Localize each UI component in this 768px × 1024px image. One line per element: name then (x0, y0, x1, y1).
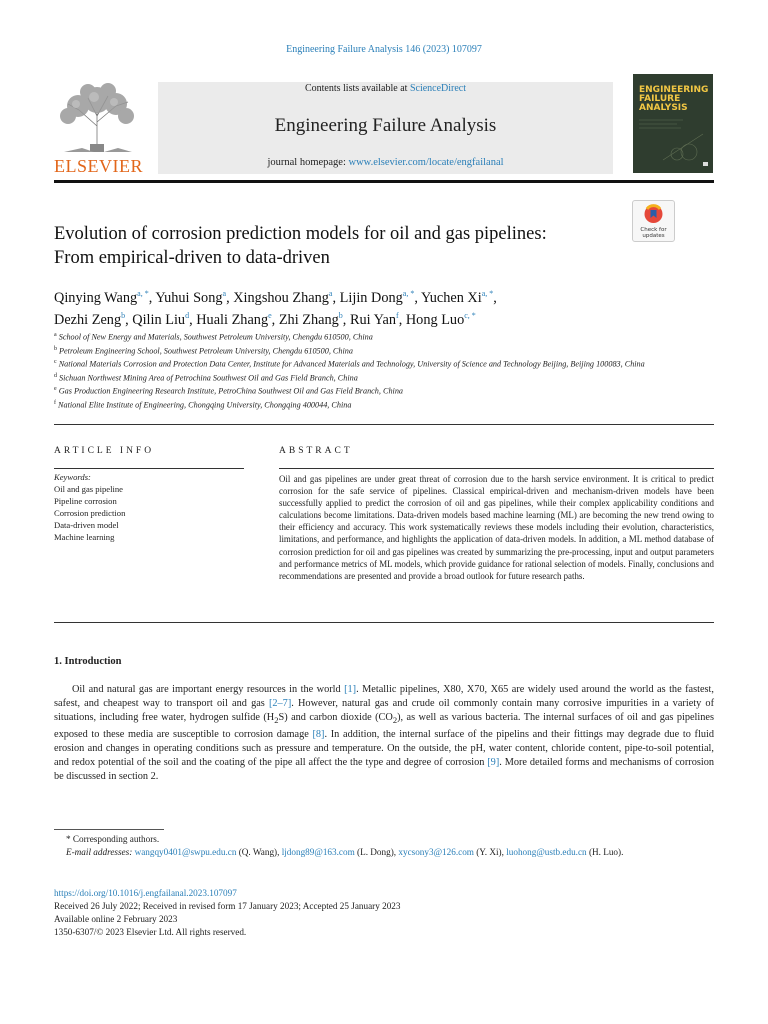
section-divider (54, 622, 714, 623)
email-link[interactable]: xycsony3@126.com (398, 847, 474, 857)
journal-name: Engineering Failure Analysis (274, 115, 497, 136)
journal-banner (158, 82, 613, 174)
author-name[interactable]: Yuchen Xi (420, 289, 482, 306)
author-name[interactable]: Rui Yan (349, 312, 397, 329)
author-name[interactable]: Zhi Zhang (278, 312, 339, 329)
cover-art-icon (633, 74, 713, 173)
article-info-heading: ARTICLE INFO (54, 446, 155, 456)
journal-cover[interactable] (633, 74, 713, 173)
journal-citation[interactable]: Engineering Failure Analysis 146 (2023) 107097 (286, 44, 482, 55)
section-divider (54, 424, 714, 425)
citation-link[interactable]: [2–7] (268, 698, 292, 710)
keyword: Pipeline corrosion (54, 495, 117, 506)
section-heading-introduction: 1. Introduction (54, 656, 122, 667)
journal-homepage: journal homepage: www.elsevier.com/locate/engfailanal (267, 157, 504, 168)
author-name[interactable]: Xingshou Zhang (233, 289, 329, 306)
introduction-paragraph: Oil and natural gas are important energy resources in the world [1]. Metallic pipelines, X80, X70, X65 are widely used around the world as the fastest, safest, and cheapest way to transport oil and gas [2–7]. However, natural gas and crude oil commonly contain many corrosive impurities in a variety of situations, including free water, hydrogen sulfide $(H_2S)$ and carbon dioxide $(CO_2)$, as well as various bacteria. The internal surfaces of oil and gas pipelines exposed to these media are susceptible to corrosion damage [8]. In addition, the internal surface of the pipelins and their fittings may degrade due to fluid erosion and changes in operating conditions such as pressure and temperature. On the outside, the pH, water content, chloride content, pipe-to-soil potential, and redox potential of the soil and the coating of the pipe all affect the the type and degree of corrosion [9]. More detailed forms and mechanisms of corrosion be discussed in section 2. (54, 684, 715, 783)
keyword: Machine learning (54, 531, 115, 542)
publication-info (54, 887, 714, 939)
keyword: Data-driven model (54, 519, 119, 530)
affiliations (54, 330, 714, 411)
affiliation: $^a$ School of New Energy and Materials, Southwest Petroleum University, Chengdu 610500, China (54, 332, 373, 342)
author-name[interactable]: Qinying Wang (54, 289, 138, 306)
affiliation: $^c$ National Materials Corrosion and Protection Data Center, Institute for Advanced Materials and Technology, University of Science and Technology Beijing, Beijing 100083, China (54, 359, 645, 369)
keywords (54, 472, 244, 543)
author-line-2: Dezhi Zeng$^b$, Qilin Liu$^d$, Huali Zhang$^e$, Zhi Zhang$^b$, Rui Yan$^f$, Hong Luo$^{c, *}$ (54, 311, 476, 329)
article-title: Evolution of corrosion prediction models for oil and gas pipelines: From empirical-driven to data-driven (54, 224, 547, 268)
email-link[interactable]: ljdong89@163.com (281, 847, 355, 857)
keywords-label: Keywords: (54, 472, 91, 482)
check-updates-icon (633, 201, 674, 227)
abstract-rule (279, 468, 714, 469)
abstract-text: Oil and gas pipelines are under great threat of corrosion due to the harsh service environment. It is critical to predict corrosion for the safe service of pipelines. Classical empirical-driven and mechanism-driven models have been successfully applied to predict the corrosion of oil and gas pipelines, while their complex applicability conditions and calculations become limitations. Data-driven models based machine learning (ML) are becoming the new trend owing to their efficiency and accuracy. This work systematically reviews these models including their evolution, characteristics, limitations, and performance, and highlights the application of data-driven models. In addition, a ML method database of corrosion prediction for oil and gas pipelines was created by summarizing the pre-processing, input and output parameters and performance metrics of ML models, which provide guidance for rational selection of models. Finally, conclusions and recommendations are presented and provide a broad outlook for future research paths. (279, 474, 714, 581)
keyword: Oil and gas pipeline (54, 483, 123, 494)
footnote-rule (54, 829, 164, 830)
citation-link[interactable]: [9] (487, 757, 500, 769)
author-line-1: Qinying Wang$^{a, *}$, Yuhui Song$^a$, Xingshou Zhang$^a$, Lijin Dong$^{a, *}$, Yuchen $Xi^{a, *}$, (54, 289, 497, 306)
homepage-link[interactable]: www.elsevier.com/locate/engfailanal (348, 157, 504, 168)
author-name[interactable]: Dezhi Zeng (54, 312, 122, 329)
check-for-updates-badge[interactable]: Check for updates (632, 200, 675, 242)
online-date: Available online 2 February 2023 (54, 914, 178, 924)
cover-title: ENGINEERING FAILURE ANALYSIS (639, 85, 709, 113)
elsevier-logo[interactable] (54, 82, 143, 176)
corresponding-note: * Corresponding authors. (66, 834, 160, 844)
history-dates: Received 26 July 2022; Received in revised form 17 January 2023; Accepted 25 January 2023 (54, 901, 401, 911)
affiliation: $^d$ Sichuan Northwest Mining Area of Petrochina Southwest Oil and Gas Field Branch, China (54, 372, 358, 383)
footnotes (54, 833, 714, 859)
contents-line: Contents lists available at ScienceDirect (304, 83, 467, 94)
affiliation: $^b$ Petroleum Engineering School, Southwest Petroleum University, Chengdu 610500, China (54, 345, 353, 356)
doi-link[interactable]: https://doi.org/10.1016/j.engfailanal.2023.107097 (54, 888, 237, 898)
article-info-rule (54, 468, 244, 469)
author-name[interactable]: Huali Zhang (196, 312, 269, 329)
email-addresses: E-mail addresses: wangqy0401@swpu.edu.cn (Q. Wang), ljdong89@163.com (L. Dong), xycsony3@126.com (Y. Xi), luohong@ustb.edu.cn (H. Luo). (66, 847, 624, 857)
author-name[interactable]: Hong Luo (405, 312, 465, 329)
publisher-name: ELSEVIER (54, 156, 143, 176)
sciencedirect-link[interactable]: ScienceDirect (409, 83, 467, 94)
email-link[interactable]: luohong@ustb.edu.cn (506, 847, 587, 857)
author-name[interactable]: Yuhui Song (155, 289, 223, 306)
abstract-heading: ABSTRACT (279, 446, 353, 456)
author-name[interactable]: Lijin Dong (339, 289, 403, 306)
citation-link[interactable]: [8] (312, 728, 325, 740)
header-rule (54, 180, 714, 183)
copyright: 1350-6307/© 2023 Elsevier Ltd. All rights reserved. (54, 927, 247, 937)
elsevier-tree-icon (54, 82, 140, 154)
affiliation: $^e$ Gas Production Engineering Research Institute, PetroChina Southwest Oil and Gas Field Branch, China (54, 386, 404, 396)
email-link[interactable]: wangqy0401@swpu.edu.cn (134, 847, 237, 857)
author-list (54, 285, 694, 330)
affiliation: $^f$ National Elite Institute of Engineering, Chongqing University, Chongqing 400044, China (54, 399, 352, 410)
author-name[interactable]: Qilin Liu (132, 312, 186, 329)
citation-link[interactable]: [1] (344, 684, 357, 695)
keyword: Corrosion prediction (54, 507, 126, 518)
